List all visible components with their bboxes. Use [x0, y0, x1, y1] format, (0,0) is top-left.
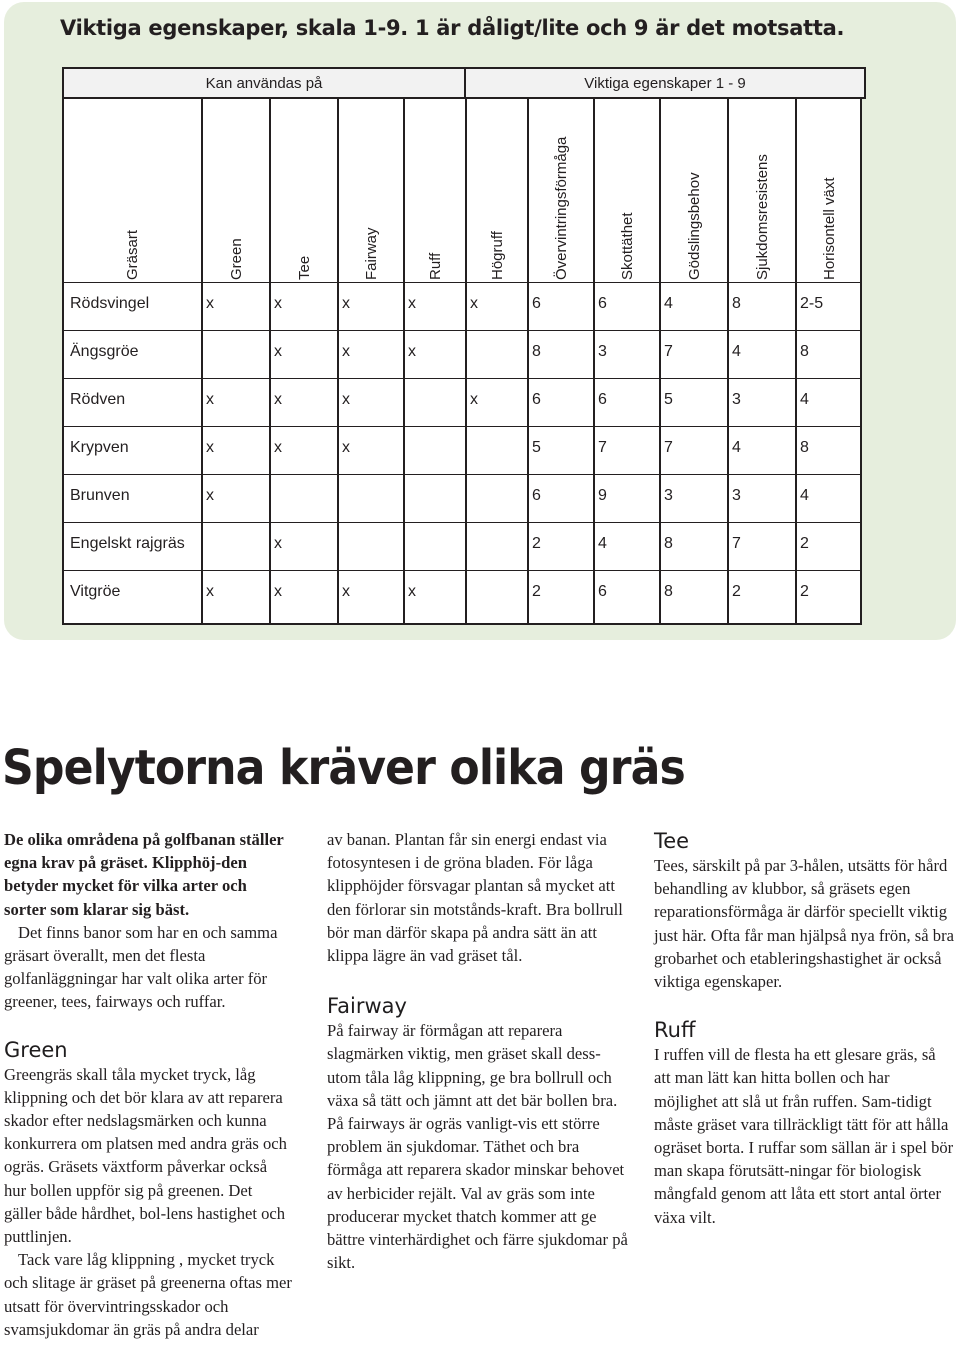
- row-label: Brunven: [70, 487, 130, 504]
- article-column-2: [327, 828, 631, 1274]
- column-header: Högruff: [489, 231, 506, 280]
- column-header: Skottäthet: [619, 212, 636, 280]
- table-cell: x: [274, 343, 282, 360]
- table-cell: x: [408, 583, 416, 600]
- table-cell: 4: [598, 535, 607, 552]
- fairway-heading: Fairway: [327, 994, 407, 1019]
- ruff-heading: Ruff: [654, 1018, 696, 1043]
- table-column-divider: [593, 99, 595, 624]
- table-row-divider: [64, 570, 860, 571]
- table-column-divider: [201, 99, 203, 624]
- table-cell: 5: [532, 439, 541, 456]
- table-cell: 4: [800, 391, 809, 408]
- tee-heading: Tee: [654, 829, 690, 853]
- table-cell: 4: [732, 439, 741, 456]
- table-cell: x: [470, 295, 478, 312]
- table-cell: 4: [732, 343, 741, 360]
- table-cell: 3: [732, 487, 741, 504]
- table-column-divider: [727, 99, 729, 624]
- table-cell: x: [274, 439, 282, 456]
- table-cell: 8: [664, 583, 673, 600]
- table-cell: x: [206, 487, 214, 504]
- table-cell: 3: [732, 391, 741, 408]
- article-column-1: [4, 828, 292, 1341]
- table-cell: 3: [598, 343, 607, 360]
- row-label: Krypven: [70, 439, 129, 456]
- table-row-divider: [64, 378, 860, 379]
- table-cell: x: [274, 295, 282, 312]
- table-cell: 9: [598, 487, 607, 504]
- table-cell: 7: [732, 535, 741, 552]
- table-column-divider: [403, 99, 405, 624]
- table-cell: 6: [598, 583, 607, 600]
- table-cell: x: [274, 391, 282, 408]
- table-cell: 8: [732, 295, 741, 312]
- column-header: Horisontell växt: [821, 177, 838, 280]
- table-cell: x: [274, 535, 282, 552]
- table-column-divider: [337, 99, 339, 624]
- table-cell: 8: [532, 343, 541, 360]
- tee-paragraph: Tees, särskilt på par 3-hålen, utsätts för hård behandling av klubbor, så gräsets egen reparationsförmåga är därför speciellt viktig just här. Ofta får man hjälpså nya frön, så bra grobarhet och etableringshastighet är också viktiga egenskaper.: [654, 856, 954, 992]
- row-label: Rödsvingel: [70, 295, 150, 312]
- ruff-paragraph: I ruffen vill de flesta ha ett glesare gräs, så att man lätt kan hitta bollen och har möjlighet att slå ut från ruffen. Sam-tidigt måste gräset vara tillräckligt tätt för att hålla ogräset borta. I ruffar som sällan är i spel bör man skapa förutsätt-ningar för biologisk mångfald genom att låta ett stort antal örter växa vilt.: [654, 1045, 954, 1227]
- column-header: Fairway: [363, 227, 380, 280]
- group-header-usage: Kan användas på: [62, 67, 466, 99]
- table-cell: x: [342, 439, 350, 456]
- table-cell: 6: [598, 391, 607, 408]
- continued-paragraph: av banan. Plantan får sin energi endast via fotosyntesen i de gröna bladen. För låga klipphöjder försvagar plantan så mycket att den förlorar sin motstånds-kraft. Bra bollrull bör man därför skapa på andra sätt än att klippa lägre än vad gräset tål.: [327, 830, 623, 966]
- table-cell: 8: [800, 439, 809, 456]
- table-column-divider: [527, 99, 529, 624]
- column-header: Gödslingsbehov: [686, 172, 703, 280]
- table-cell: x: [342, 343, 350, 360]
- table-row-divider: [64, 474, 860, 475]
- table-cell: x: [206, 583, 214, 600]
- table-cell: 3: [664, 487, 673, 504]
- table-cell: x: [342, 583, 350, 600]
- column-header: Gräsart: [124, 229, 141, 280]
- green-heading: Green: [4, 1037, 68, 1062]
- table-column-divider: [269, 99, 271, 624]
- table-row-divider: [64, 282, 860, 283]
- table-cell: x: [342, 295, 350, 312]
- lead-paragraph: De olika områdena på golfbanan ställer egna krav på gräset. Klipphöj-den betyder mycket för vilka arter och sorter som klarar sig bäst.: [4, 830, 284, 919]
- table-column-divider: [795, 99, 797, 624]
- fairway-paragraph: På fairway är förmågan att reparera slagmärken viktig, men gräset skall dess-utom tåla låg klippning, ge bra bollrull och växa så tätt och jämnt att det bär bollen bra. På fairways är ogräs vanligt-vis ett större problem än sjukdomar. Täthet och bra förmåga att reparera skador minskar behovet av herbicider rejält. Val av gräs som inte producerar mycket thatch kommer att ge bättre vinterhärdighet och färre sjukdomar på sikt.: [327, 1021, 628, 1273]
- column-header: Sjukdomsresistens: [754, 154, 771, 280]
- green-paragraph-2: Tack vare låg klippning , mycket tryck och slitage är gräset på greenerna oftas mer utsatt för övervintringsskador och svamsjukdomar än gräs på andra delar: [4, 1250, 292, 1339]
- table-cell: x: [470, 391, 478, 408]
- row-label: Rödven: [70, 391, 126, 408]
- table-column-divider: [465, 99, 467, 624]
- table-column-divider: [659, 99, 661, 624]
- group-header-properties: Viktiga egenskaper 1 - 9: [464, 67, 866, 99]
- table-cell: x: [342, 391, 350, 408]
- table-row-divider: [64, 426, 860, 427]
- table-cell: 6: [532, 391, 541, 408]
- column-header: Ruff: [427, 252, 444, 280]
- row-label: Ängsgröe: [70, 343, 139, 360]
- table-cell: x: [206, 391, 214, 408]
- table-cell: x: [206, 295, 214, 312]
- table-cell: 2-5: [800, 295, 824, 312]
- table-cell: 7: [598, 439, 607, 456]
- column-header: Tee: [296, 255, 313, 280]
- table-cell: 2: [800, 535, 809, 552]
- table-row-divider: [64, 522, 860, 523]
- table-cell: 2: [532, 583, 541, 600]
- column-header: Green: [228, 238, 245, 280]
- green-paragraph: Greengräs skall tåla mycket tryck, låg klippning och det bör klara av att reparera skador efter nedslagsmärken och kunna konkurrera om platsen med andra gräs och ogräs. Gräsets växtform påverkar också hur bollen uppför sig på greenen. Det gäller både hårdhet, bol-lens hastighet och puttlinjen.: [4, 1064, 287, 1247]
- table-row-divider: [64, 330, 860, 331]
- table-cell: 7: [664, 439, 673, 456]
- table-cell: 7: [664, 343, 673, 360]
- table-cell: 8: [664, 535, 673, 552]
- table-cell: 4: [664, 295, 673, 312]
- table-cell: 4: [800, 487, 809, 504]
- table-cell: x: [408, 295, 416, 312]
- table-cell: 6: [532, 295, 541, 312]
- table-cell: x: [274, 583, 282, 600]
- table-cell: 8: [800, 343, 809, 360]
- article-column-3: [654, 828, 956, 1229]
- table-cell: 2: [732, 583, 741, 600]
- table-cell: 2: [532, 535, 541, 552]
- table-cell: 5: [664, 391, 673, 408]
- article-heading: Spelytorna kräver olika gräs: [2, 740, 685, 796]
- intro-paragraph: Det finns banor som har en och samma gräsart överallt, men det flesta golfanläggningar har valt olika arter för greener, tees, fairways och ruffar.: [4, 922, 278, 1012]
- table-cell: x: [408, 343, 416, 360]
- column-header: Övervintringsförmåga: [553, 136, 570, 280]
- row-label: Vitgröe: [70, 583, 121, 600]
- table-cell: 2: [800, 583, 809, 600]
- table-title: Viktiga egenskaper, skala 1-9. 1 är dåligt/lite och 9 är det motsatta.: [60, 16, 845, 40]
- table-cell: 6: [598, 295, 607, 312]
- table-cell: 6: [532, 487, 541, 504]
- table-cell: x: [206, 439, 214, 456]
- row-label: Engelskt rajgräs: [70, 535, 185, 552]
